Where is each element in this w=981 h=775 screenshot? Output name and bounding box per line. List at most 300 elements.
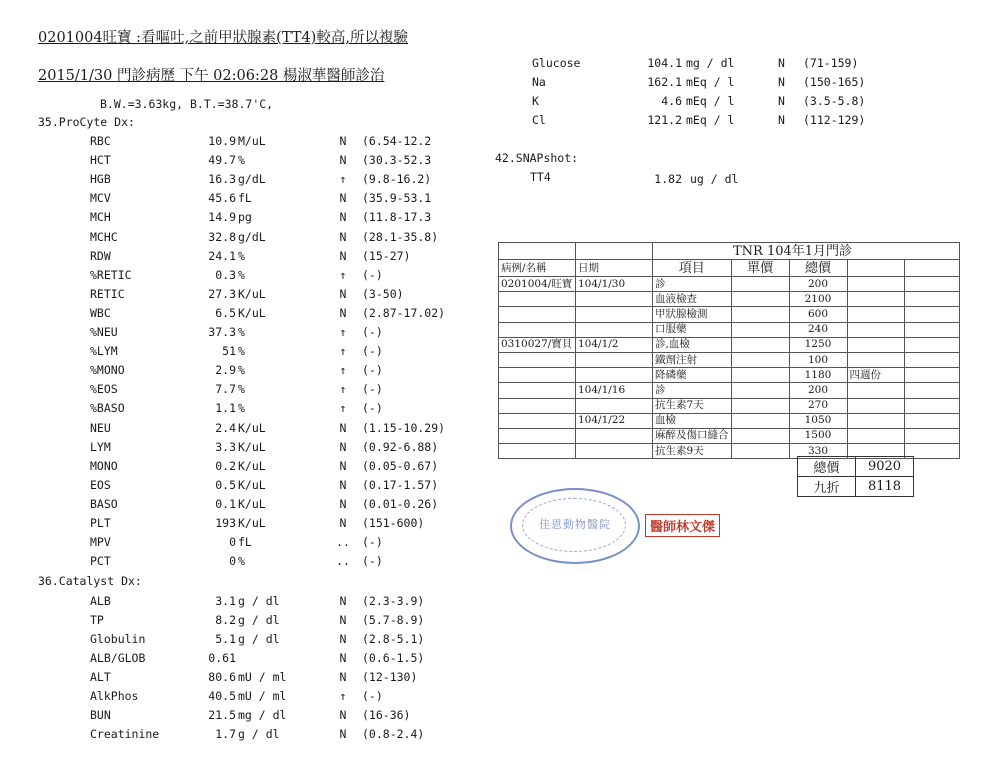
test-unit: g / dl — [238, 727, 280, 741]
procyte-row — [0, 421, 460, 439]
invoice-item: 血液檢查 — [653, 292, 732, 307]
col-total: 總價 — [789, 260, 847, 277]
invoice-patient — [499, 292, 576, 307]
test-range: (0.01-0.26) — [362, 496, 439, 511]
test-range: (16-36) — [362, 708, 411, 722]
invoice-item: 診 — [653, 383, 732, 398]
invoice-row — [499, 292, 960, 307]
procyte-row — [0, 287, 460, 305]
procyte-row — [0, 478, 460, 496]
test-value: 2.9 — [215, 363, 236, 378]
invoice-total: 1180 — [789, 368, 847, 383]
invoice-unit-price — [731, 383, 789, 398]
test-flag: ↑ — [339, 325, 347, 339]
test-unit: % — [238, 401, 245, 416]
test-value: 45.6 — [208, 191, 236, 206]
invoice-totals — [797, 456, 914, 497]
test-value: 0.1 — [215, 496, 236, 511]
catalyst-row — [0, 708, 460, 726]
test-range: (151-600) — [362, 516, 425, 530]
test-flag: ↑ — [339, 344, 347, 359]
test-flag: N — [339, 594, 347, 608]
test-name: RBC — [90, 134, 111, 148]
test-range: (112-129) — [803, 113, 866, 127]
test-unit: K/uL — [238, 516, 266, 530]
procyte-row — [0, 191, 460, 209]
test-unit: K/uL — [238, 305, 266, 320]
chemistry-row — [0, 113, 981, 131]
test-unit: pg — [238, 210, 252, 225]
test-value: 162.1 — [647, 75, 682, 89]
invoice-unit-price — [731, 307, 789, 322]
test-range: (30.3-52.3 — [362, 153, 432, 168]
invoice-table — [498, 242, 960, 459]
test-range: (-) — [362, 382, 383, 397]
test-name: HCT — [90, 153, 111, 168]
test-flag: N — [339, 305, 347, 320]
invoice-date: 104/1/16 — [576, 383, 653, 398]
test-value: 4.6 — [661, 94, 682, 108]
test-name: AlkPhos — [90, 689, 139, 703]
test-name: Creatinine — [90, 727, 160, 741]
procyte-row — [0, 363, 460, 381]
vitals: B.W.=3.63kg, B.T.=38.7'C, — [100, 97, 274, 111]
invoice-date — [576, 352, 653, 367]
invoice-row — [499, 398, 960, 413]
test-name: ALB/GLOB — [90, 651, 146, 665]
invoice-note — [847, 352, 904, 367]
test-flag: N — [339, 248, 347, 263]
test-unit: % — [238, 153, 245, 168]
test-unit: % — [238, 382, 245, 397]
procyte-row — [0, 230, 460, 248]
catalyst-title: 36.Catalyst Dx: — [38, 574, 142, 588]
procyte-row — [0, 344, 460, 362]
test-name: RDW — [90, 248, 111, 263]
catalyst-row — [0, 594, 460, 612]
invoice-note — [847, 277, 904, 292]
invoice-unit-price — [731, 444, 789, 459]
invoice-note: 四週份 — [847, 368, 904, 383]
test-flag: N — [778, 75, 785, 89]
invoice-date — [576, 322, 653, 337]
discount-label: 九折 — [798, 477, 856, 497]
catalyst-row — [0, 632, 460, 650]
test-value: 24.1 — [208, 248, 236, 263]
invoice-patient — [499, 368, 576, 383]
invoice-unit-price — [731, 277, 789, 292]
invoice-item: 診,血檢 — [653, 337, 732, 352]
invoice-unit-price — [731, 428, 789, 443]
invoice-unit-price — [731, 368, 789, 383]
test-unit: % — [238, 344, 245, 359]
snapshot-unit: ug / dl — [690, 172, 739, 186]
procyte-row — [0, 497, 460, 515]
discount-value: 8118 — [856, 477, 914, 497]
invoice-row — [499, 337, 960, 352]
test-name: BASO — [90, 496, 118, 511]
test-name: NEU — [90, 420, 111, 435]
test-value: 3.1 — [215, 594, 236, 608]
test-flag: N — [339, 458, 347, 473]
test-value: 0.3 — [215, 267, 236, 282]
procyte-row — [0, 153, 460, 171]
invoice-patient — [499, 428, 576, 443]
test-unit: K/uL — [238, 420, 266, 435]
test-range: (-) — [362, 401, 383, 416]
test-range: (0.17-1.57) — [362, 477, 439, 492]
invoice-row — [499, 352, 960, 367]
test-flag: N — [339, 439, 347, 454]
test-name: TP — [90, 613, 104, 627]
test-unit: g / dl — [238, 632, 280, 646]
test-flag: ↑ — [339, 363, 347, 378]
test-unit: % — [238, 554, 245, 569]
test-unit: mU / ml — [238, 689, 287, 703]
test-range: (5.7-8.9) — [362, 613, 425, 627]
invoice-note — [847, 383, 904, 398]
procyte-row — [0, 268, 460, 286]
test-unit: % — [238, 363, 245, 378]
invoice-total: 200 — [789, 383, 847, 398]
invoice-unit-price — [731, 322, 789, 337]
invoice-total: 200 — [789, 277, 847, 292]
test-value: 8.2 — [215, 613, 236, 627]
test-name: RETIC — [90, 286, 125, 301]
test-unit: mg / dl — [686, 56, 735, 70]
test-name: Globulin — [90, 632, 146, 646]
test-value: 0 — [229, 535, 236, 550]
test-value: 0.5 — [215, 477, 236, 492]
test-unit: mg / dl — [238, 708, 287, 722]
test-range: (-) — [362, 344, 383, 359]
test-range: (15-27) — [362, 248, 411, 263]
test-value: 10.9 — [208, 134, 236, 148]
test-range: (0.6-1.5) — [362, 651, 425, 665]
test-unit: % — [238, 325, 245, 339]
test-value: 49.7 — [208, 153, 236, 168]
test-flag: .. — [336, 535, 350, 550]
test-unit: g / dl — [238, 613, 280, 627]
invoice-total: 2100 — [789, 292, 847, 307]
test-name: MCH — [90, 210, 111, 225]
test-name: MCV — [90, 191, 111, 206]
test-name: %EOS — [90, 382, 118, 397]
invoice-note — [847, 398, 904, 413]
invoice-patient — [499, 383, 576, 398]
test-range: (12-130) — [362, 670, 418, 684]
catalyst-row — [0, 689, 460, 707]
test-unit: K/uL — [238, 286, 266, 301]
test-value: 21.5 — [208, 708, 236, 722]
test-unit: mEq / l — [686, 75, 735, 89]
invoice-extra — [904, 292, 959, 307]
test-value: 5.1 — [215, 632, 236, 646]
invoice-note — [847, 322, 904, 337]
test-flag: N — [778, 113, 785, 127]
invoice-unit-price — [731, 337, 789, 352]
invoice-patient: 0310027/寶貝 — [499, 337, 576, 352]
catalyst-row — [0, 651, 460, 669]
invoice-patient — [499, 307, 576, 322]
test-flag: N — [339, 477, 347, 492]
test-unit: M/uL — [238, 134, 266, 148]
test-unit: K/uL — [238, 458, 266, 473]
invoice-item: 降磷藥 — [653, 368, 732, 383]
procyte-row — [0, 554, 460, 572]
invoice-total: 100 — [789, 352, 847, 367]
col-date: 日期 — [576, 260, 653, 277]
procyte-row — [0, 249, 460, 267]
test-range: (0.8-2.4) — [362, 727, 425, 741]
test-range: (71-159) — [803, 56, 859, 70]
procyte-row — [0, 325, 460, 343]
chemistry-row — [0, 94, 981, 112]
catalyst-row — [0, 670, 460, 688]
test-value: 0.61 — [208, 651, 236, 665]
invoice-date: 104/1/30 — [576, 277, 653, 292]
invoice-item: 抗生素9天 — [653, 444, 732, 459]
test-value: 51 — [222, 344, 236, 359]
test-value: 6.5 — [215, 305, 236, 320]
test-value: 0.2 — [215, 458, 236, 473]
invoice-row — [499, 383, 960, 398]
invoice-date — [576, 428, 653, 443]
col-patient: 病例/名稱 — [499, 260, 576, 277]
test-name: Na — [532, 75, 546, 89]
test-flag: N — [339, 229, 347, 244]
invoice-extra — [904, 383, 959, 398]
test-name: ALT — [90, 670, 111, 684]
invoice-item: 血檢 — [653, 413, 732, 428]
test-flag: N — [339, 708, 347, 722]
test-name: WBC — [90, 305, 111, 320]
invoice-date — [576, 292, 653, 307]
test-flag: N — [339, 670, 347, 684]
test-name: BUN — [90, 708, 111, 722]
total-label: 總價 — [798, 457, 856, 477]
invoice-total: 600 — [789, 307, 847, 322]
test-range: (-) — [362, 689, 383, 703]
test-name: %RETIC — [90, 267, 132, 282]
snapshot-value: 1.82 — [654, 172, 682, 186]
test-range: (1.15-10.29) — [362, 420, 446, 435]
test-range: (9.8-16.2) — [362, 172, 432, 187]
test-range: (0.92-6.88) — [362, 439, 439, 454]
snapshot-name: TT4 — [530, 170, 551, 184]
procyte-row — [0, 440, 460, 458]
procyte-row — [0, 535, 460, 553]
test-value: 27.3 — [208, 286, 236, 301]
invoice-extra — [904, 352, 959, 367]
invoice-note — [847, 428, 904, 443]
procyte-title: 35.ProCyte Dx: — [38, 115, 135, 129]
test-unit: K/uL — [238, 496, 266, 511]
invoice-unit-price — [731, 292, 789, 307]
procyte-row — [0, 172, 460, 190]
chemistry-row — [0, 56, 981, 74]
invoice-extra — [904, 413, 959, 428]
test-value: 37.3 — [208, 325, 236, 339]
invoice-item: 口服藥 — [653, 322, 732, 337]
total-value: 9020 — [856, 457, 914, 477]
test-flag: N — [339, 516, 347, 530]
invoice-date — [576, 307, 653, 322]
test-range: (0.05-0.67) — [362, 458, 439, 473]
test-flag: N — [339, 191, 347, 206]
invoice-patient — [499, 322, 576, 337]
test-flag: ↑ — [339, 382, 347, 397]
test-name: %BASO — [90, 401, 125, 416]
test-unit: fL — [238, 191, 252, 206]
invoice-total: 1500 — [789, 428, 847, 443]
test-flag: N — [339, 420, 347, 435]
test-name: LYM — [90, 439, 111, 454]
invoice-item: 甲狀腺檢測 — [653, 307, 732, 322]
invoice-patient — [499, 413, 576, 428]
test-flag: N — [339, 613, 347, 627]
test-flag: ↑ — [339, 267, 347, 282]
test-value: 0 — [229, 554, 236, 569]
test-range: (2.3-3.9) — [362, 594, 425, 608]
test-range: (28.1-35.8) — [362, 229, 439, 244]
invoice-item: 抗生素7天 — [653, 398, 732, 413]
test-unit: K/uL — [238, 477, 266, 492]
test-name: PLT — [90, 516, 111, 530]
test-range: (-) — [362, 325, 383, 339]
test-unit: % — [238, 267, 245, 282]
invoice-date: 104/1/22 — [576, 413, 653, 428]
test-value: 40.5 — [208, 689, 236, 703]
invoice-total: 1050 — [789, 413, 847, 428]
test-name: MONO — [90, 458, 118, 473]
test-name: %LYM — [90, 344, 118, 359]
invoice-unit-price — [731, 398, 789, 413]
test-name: MPV — [90, 535, 111, 550]
procyte-row — [0, 306, 460, 324]
procyte-row — [0, 459, 460, 477]
test-range: (11.8-17.3 — [362, 210, 432, 225]
test-range: (-) — [362, 363, 383, 378]
invoice-date — [576, 398, 653, 413]
invoice-extra — [904, 277, 959, 292]
test-flag: .. — [336, 554, 350, 569]
procyte-row — [0, 401, 460, 419]
test-flag: N — [778, 94, 785, 108]
test-flag: N — [339, 496, 347, 511]
test-flag: ↑ — [339, 401, 347, 416]
invoice-patient — [499, 352, 576, 367]
test-range: (2.87-17.02) — [362, 305, 446, 320]
test-range: (2.8-5.1) — [362, 632, 425, 646]
invoice-date: 104/1/2 — [576, 337, 653, 352]
procyte-row — [0, 382, 460, 400]
invoice-extra — [904, 322, 959, 337]
invoice-date — [576, 444, 653, 459]
invoice-extra — [904, 428, 959, 443]
test-value: 104.1 — [647, 56, 682, 70]
invoice-note — [847, 292, 904, 307]
invoice-patient — [499, 444, 576, 459]
test-flag: N — [339, 153, 347, 168]
test-unit: K/uL — [238, 439, 266, 454]
test-range: (35.9-53.1 — [362, 191, 432, 206]
catalyst-row — [0, 727, 460, 745]
test-value: 1.1 — [215, 401, 236, 416]
doctor-stamp: 醫師林文傑 — [645, 514, 720, 537]
test-name: Cl — [532, 113, 546, 127]
test-range: (150-165) — [803, 75, 866, 89]
test-value: 14.9 — [208, 210, 236, 225]
test-value: 2.4 — [215, 420, 236, 435]
test-value: 7.7 — [215, 382, 236, 397]
invoice-note — [847, 337, 904, 352]
test-name: PCT — [90, 554, 111, 569]
test-value: 3.3 — [215, 439, 236, 454]
visit-line: 2015/1/30 門診病歷 下午 02:06:28 楊淑華醫師診治 — [38, 68, 385, 84]
test-flag: N — [339, 632, 347, 646]
invoice-extra — [904, 398, 959, 413]
clinic-stamp — [510, 488, 640, 564]
test-range: (-) — [362, 554, 383, 569]
invoice-item: 診 — [653, 277, 732, 292]
invoice-total: 270 — [789, 398, 847, 413]
clinic-stamp-text: 佳恩動物醫院 — [539, 518, 611, 531]
test-unit: mEq / l — [686, 113, 735, 127]
chemistry-row — [0, 75, 981, 93]
invoice-row — [499, 413, 960, 428]
test-unit: g/dL — [238, 172, 266, 187]
test-unit: mEq / l — [686, 94, 735, 108]
test-name: MCHC — [90, 229, 118, 244]
note-line-title: 0201004旺寶 :看嘔吐,之前甲狀腺素(TT4)較高,所以複驗 — [38, 30, 408, 46]
test-value: 193 — [215, 516, 236, 530]
invoice-unit-price — [731, 413, 789, 428]
test-unit: g/dL — [238, 229, 266, 244]
invoice-item: 麻醉及傷口縫合 — [653, 428, 732, 443]
snapshot-title: 42.SNAPshot: — [495, 151, 579, 165]
invoice-note — [847, 413, 904, 428]
test-flag: N — [778, 56, 785, 70]
test-unit: mU / ml — [238, 670, 287, 684]
invoice-patient — [499, 398, 576, 413]
test-range: (3-50) — [362, 286, 404, 301]
test-unit: g / dl — [238, 594, 280, 608]
col-item: 項目 — [653, 260, 732, 277]
invoice-total: 1250 — [789, 337, 847, 352]
test-name: Glucose — [532, 56, 581, 70]
invoice-item: 鐵劑注射 — [653, 352, 732, 367]
invoice-patient: 0201004/旺寶 — [499, 277, 576, 292]
test-name: K — [532, 94, 539, 108]
invoice-extra — [904, 337, 959, 352]
procyte-row — [0, 134, 460, 152]
test-value: 121.2 — [647, 113, 682, 127]
test-range: (6.54-12.2 — [362, 134, 432, 148]
invoice-row — [499, 277, 960, 292]
invoice-date — [576, 368, 653, 383]
test-range: (3.5-5.8) — [803, 94, 866, 108]
procyte-row — [0, 516, 460, 534]
test-unit: fL — [238, 535, 252, 550]
col-unit-price: 單價 — [731, 260, 789, 277]
invoice-total: 330 — [789, 444, 847, 459]
invoice-note — [847, 307, 904, 322]
test-value: 80.6 — [208, 670, 236, 684]
test-name: HGB — [90, 172, 111, 187]
invoice-extra — [904, 307, 959, 322]
test-flag: N — [339, 727, 347, 741]
